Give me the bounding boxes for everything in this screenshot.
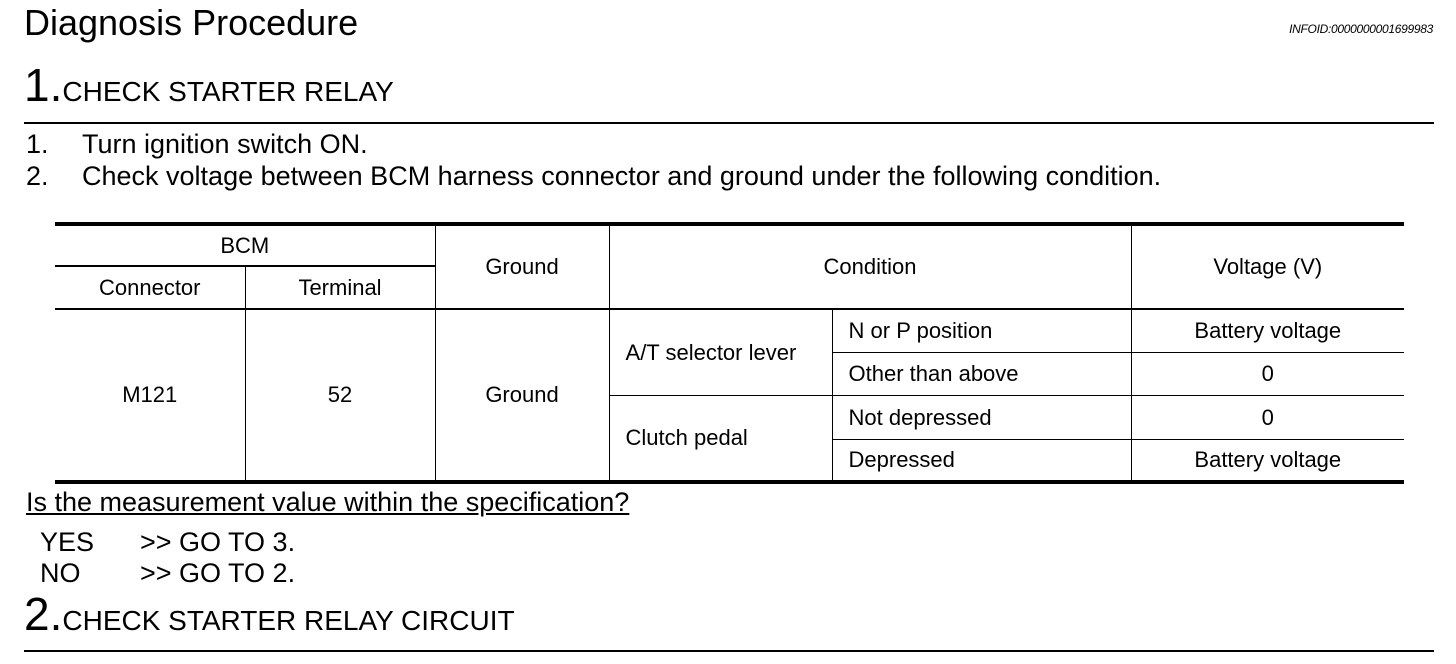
ground-header: Ground [435, 224, 609, 309]
condition-header: Condition [609, 224, 1131, 309]
page-title: Diagnosis Procedure [24, 2, 359, 43]
instruction-number: 1. [26, 129, 49, 159]
terminal-cell: 52 [245, 309, 435, 482]
info-id: INFOID:0000000001699983 [1289, 22, 1433, 36]
answer-no [40, 558, 295, 589]
step-1-divider [24, 122, 1434, 124]
ground-cell: Ground [435, 309, 609, 482]
answer-link[interactable]: >> GO TO 3. [140, 527, 296, 557]
voltage-spec-table [55, 222, 1404, 484]
voltage-cell: 0 [1131, 396, 1404, 440]
step-1-title: CHECK STARTER RELAY [62, 76, 394, 107]
step-1-number: 1. [24, 59, 63, 111]
instruction-list [26, 128, 1161, 192]
spec-question: Is the measurement value within the specification? [26, 487, 630, 517]
connector-header: Connector [55, 266, 245, 308]
condition-cell: Not depressed [832, 396, 1131, 440]
instruction-text: Check voltage between BCM harness connector and ground under the following condition. [82, 161, 1162, 191]
step-2-title: CHECK STARTER RELAY CIRCUIT [62, 605, 515, 636]
answer-link[interactable]: >> GO TO 2. [140, 558, 296, 588]
answer-list [40, 527, 295, 589]
voltage-cell: Battery voltage [1131, 309, 1404, 353]
condition-cell: Other than above [832, 352, 1131, 396]
condition-cell: Depressed [832, 439, 1131, 482]
bcm-header: BCM [55, 224, 435, 266]
step-1-heading [24, 58, 394, 112]
instruction-item [26, 160, 1161, 192]
step-2-number: 2. [24, 588, 63, 640]
instruction-number: 2. [26, 161, 49, 191]
condition-cell: N or P position [832, 309, 1131, 353]
condition-group-label: A/T selector lever [609, 309, 832, 396]
answer-key: NO [40, 558, 81, 588]
instruction-item [26, 128, 1161, 160]
step-2-heading [24, 587, 515, 641]
voltage-cell: 0 [1131, 352, 1404, 396]
step-2-divider [24, 650, 1434, 652]
voltage-cell: Battery voltage [1131, 439, 1404, 482]
instruction-text: Turn ignition switch ON. [82, 129, 368, 159]
answer-yes [40, 527, 295, 558]
connector-cell: M121 [55, 309, 245, 482]
answer-key: YES [40, 527, 95, 557]
terminal-header: Terminal [245, 266, 435, 308]
voltage-header: Voltage (V) [1131, 224, 1404, 309]
condition-group-label: Clutch pedal [609, 396, 832, 482]
